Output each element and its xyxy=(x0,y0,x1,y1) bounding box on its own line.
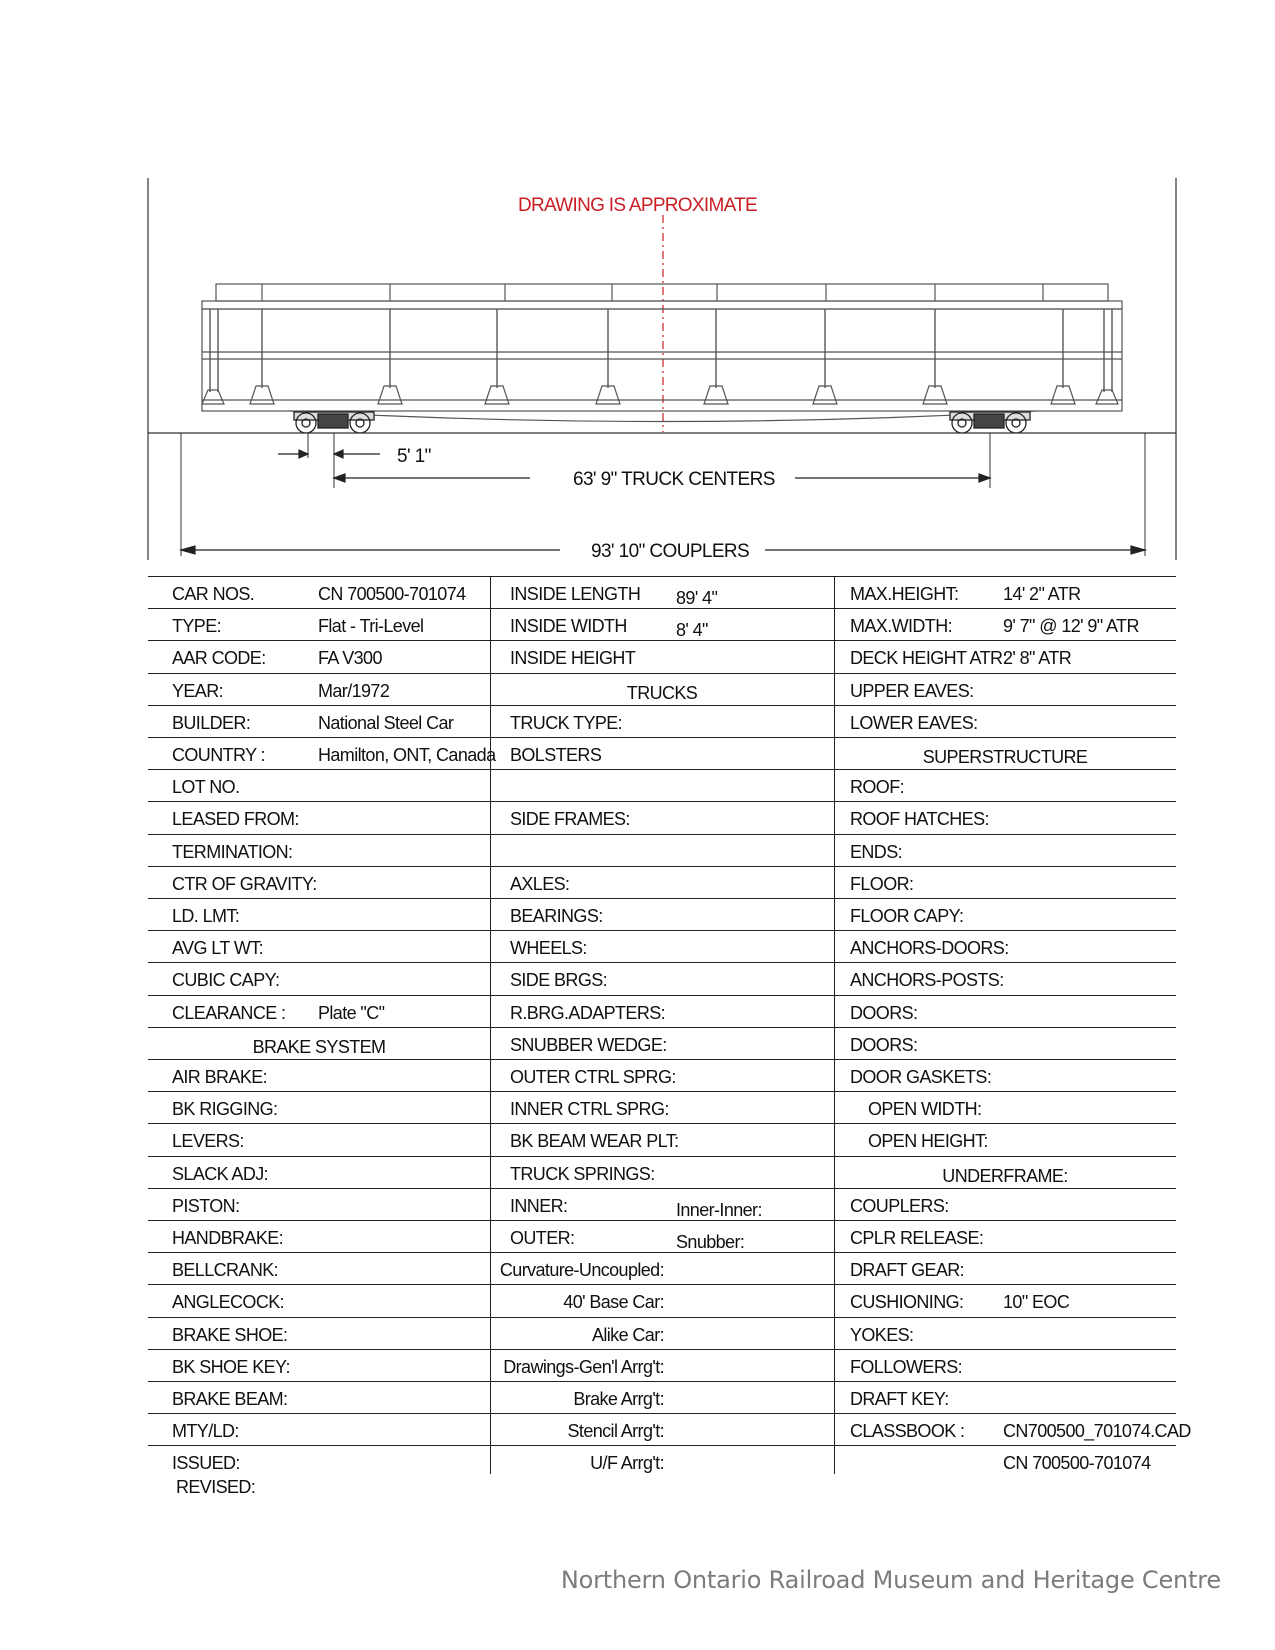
field-label-doors: DOORS: xyxy=(850,1035,918,1055)
field-value-classbook: CN700500_701074.CAD xyxy=(1003,1421,1191,1441)
table-row-rule xyxy=(148,705,1176,706)
table-row-rule xyxy=(148,608,1176,609)
field-label-anchors-doors: ANCHORS-DOORS: xyxy=(850,938,1009,958)
couplers-dimension: 93' 10" COUPLERS xyxy=(585,542,755,561)
section-header-underframe: UNDERFRAME: xyxy=(942,1166,1068,1186)
table-row-rule xyxy=(148,1413,1176,1414)
field-label-mty-ld: MTY/LD: xyxy=(172,1421,239,1441)
field-label-brake-shoe: BRAKE SHOE: xyxy=(172,1325,288,1345)
column-divider xyxy=(834,576,835,1474)
revised-label: REVISED: xyxy=(176,1477,256,1497)
field-label-leased-from: LEASED FROM: xyxy=(172,809,299,829)
field-value-type: Flat - Tri-Level xyxy=(318,616,424,636)
field-label-roof: ROOF: xyxy=(850,777,904,797)
field-label-issued: ISSUED: xyxy=(172,1453,240,1473)
field-label-builder: BUILDER: xyxy=(172,713,251,733)
field-value-inner: Inner-Inner: xyxy=(676,1200,762,1220)
field-label-roof-hatches: ROOF HATCHES: xyxy=(850,809,989,829)
car-body xyxy=(202,284,1122,422)
table-row-rule xyxy=(148,801,1176,802)
field-label-ctr-of-gravity: CTR OF GRAVITY: xyxy=(172,874,317,894)
table-row-rule xyxy=(148,1027,1176,1028)
field-label-bk-shoe-key: BK SHOE KEY: xyxy=(172,1357,290,1377)
field-value-clearance: Plate "C" xyxy=(318,1003,385,1023)
drawing-note: DRAWING IS APPROXIMATE xyxy=(517,195,758,216)
table-row-rule xyxy=(148,640,1176,641)
field-label-ld-lmt: LD. LMT: xyxy=(172,906,240,926)
field-value-max-height: 14' 2" ATR xyxy=(1003,584,1081,604)
field-label-cubic-capy: CUBIC CAPY: xyxy=(172,970,280,990)
field-label-year: YEAR: xyxy=(172,681,224,701)
field-label-outer: OUTER: xyxy=(510,1228,575,1248)
table-row-rule xyxy=(148,1381,1176,1382)
table-row-rule xyxy=(148,1284,1176,1285)
field-value-cushioning: 10" EOC xyxy=(1003,1292,1070,1312)
truck-left xyxy=(294,412,374,433)
column-divider xyxy=(490,576,491,1474)
truck-right xyxy=(950,412,1030,433)
table-row-rule xyxy=(148,1091,1176,1092)
field-label-anchors-posts: ANCHORS-POSTS: xyxy=(850,970,1004,990)
field-label-upper-eaves: UPPER EAVES: xyxy=(850,681,974,701)
field-label-inner-ctrl-sprg: INNER CTRL SPRG: xyxy=(510,1099,669,1119)
table-row-rule xyxy=(148,834,1176,835)
field-label-wheels: WHEELS: xyxy=(510,938,587,958)
field-label-open-height: OPEN HEIGHT: xyxy=(868,1131,988,1151)
field-value-inside-length: 89' 4" xyxy=(676,588,718,608)
field-label-u-f-arrg-t: U/F Arrg't: xyxy=(590,1453,664,1473)
field-label-anglecock: ANGLECOCK: xyxy=(172,1292,285,1312)
table-row-rule xyxy=(148,1349,1176,1350)
field-label-inner: INNER: xyxy=(510,1196,568,1216)
field-value-aar-code: FA V300 xyxy=(318,648,382,668)
field-label-r-brg-adapters: R.BRG.ADAPTERS: xyxy=(510,1003,666,1023)
table-row-rule xyxy=(148,962,1176,963)
table-row-rule xyxy=(148,898,1176,899)
field-label-couplers: COUPLERS: xyxy=(850,1196,949,1216)
field-value-outer: Snubber: xyxy=(676,1232,745,1252)
field-label-draft-gear: DRAFT GEAR: xyxy=(850,1260,965,1280)
field-label-classbook: CLASSBOOK : xyxy=(850,1421,965,1441)
field-label-outer-ctrl-sprg: OUTER CTRL SPRG: xyxy=(510,1067,676,1087)
field-label-lot-no: LOT NO. xyxy=(172,777,240,797)
table-row-rule xyxy=(148,1156,1176,1157)
field-value-inside-width: 8' 4" xyxy=(676,620,708,640)
field-label-air-brake: AIR BRAKE: xyxy=(172,1067,268,1087)
field-label-piston: PISTON: xyxy=(172,1196,240,1216)
table-row-rule xyxy=(148,1220,1176,1221)
field-label-brake-arrg-t: Brake Arrg't: xyxy=(573,1389,664,1409)
field-label-avg-lt-wt: AVG LT WT: xyxy=(172,938,264,958)
truck-centers-dimension: 63' 9" TRUCK CENTERS xyxy=(567,470,781,489)
table-row-rule xyxy=(148,1123,1176,1124)
field-label-side-frames: SIDE FRAMES: xyxy=(510,809,630,829)
field-label-aar-code: AAR CODE: xyxy=(172,648,266,668)
field-label-doors: DOORS: xyxy=(850,1003,918,1023)
field-label-bearings: BEARINGS: xyxy=(510,906,603,926)
field-value-car-nos: CN 700500-701074 xyxy=(318,584,466,604)
field-value-builder: National Steel Car xyxy=(318,713,454,733)
field-label-levers: LEVERS: xyxy=(172,1131,244,1151)
field-label-floor: FLOOR: xyxy=(850,874,914,894)
field-label-open-width: OPEN WIDTH: xyxy=(868,1099,982,1119)
table-row-rule xyxy=(148,1059,1176,1060)
field-label-cplr-release: CPLR RELEASE: xyxy=(850,1228,984,1248)
table-row-rule xyxy=(148,1445,1176,1446)
field-value-max-width: 9' 7" @ 12' 9" ATR xyxy=(1003,616,1139,636)
axle-spacing-dimension: 5' 1" xyxy=(391,447,437,466)
table-row-rule xyxy=(148,737,1176,738)
field-label-bk-rigging: BK RIGGING: xyxy=(172,1099,278,1119)
section-header-brake-system: BRAKE SYSTEM xyxy=(252,1037,386,1057)
field-label-deck-height-atr: DECK HEIGHT ATR: xyxy=(850,648,1007,668)
field-label-alike-car: Alike Car: xyxy=(591,1325,664,1345)
field-label-bk-beam-wear-plt: BK BEAM WEAR PLT: xyxy=(510,1131,679,1151)
field-value-country: Hamilton, ONT, Canada xyxy=(318,745,496,765)
field-label-drawings-gen-l-arrg-t: Drawings-Gen'l Arrg't: xyxy=(503,1357,664,1377)
field-label-max-height: MAX.HEIGHT: xyxy=(850,584,959,604)
table-row-rule xyxy=(148,995,1176,996)
field-label-cushioning: CUSHIONING: xyxy=(850,1292,964,1312)
table-top-rule xyxy=(148,576,1176,577)
field-value-year: Mar/1972 xyxy=(318,681,390,701)
field-label-stencil-arrg-t: Stencil Arrg't: xyxy=(567,1421,664,1441)
field-label-termination: TERMINATION: xyxy=(172,842,293,862)
field-label-inside-height: INSIDE HEIGHT xyxy=(510,648,636,668)
field-label-followers: FOLLOWERS: xyxy=(850,1357,963,1377)
field-label-bolsters: BOLSTERS xyxy=(510,745,602,765)
field-label-door-gaskets: DOOR GASKETS: xyxy=(850,1067,992,1087)
field-label-curvature-uncoupled: Curvature-Uncoupled: xyxy=(499,1260,664,1280)
field-value-deck-height-atr: 2' 8" ATR xyxy=(1003,648,1072,668)
field-label-brake-beam: BRAKE BEAM: xyxy=(172,1389,288,1409)
field-label-max-width: MAX.WIDTH: xyxy=(850,616,952,636)
field-label-truck-type: TRUCK TYPE: xyxy=(510,713,623,733)
section-header-superstructure: SUPERSTRUCTURE xyxy=(922,747,1088,767)
field-label-snubber-wedge: SNUBBER WEDGE: xyxy=(510,1035,667,1055)
field-label-car-nos: CAR NOS. xyxy=(172,584,255,604)
field-label-draft-key: DRAFT KEY: xyxy=(850,1389,949,1409)
field-label-inside-width: INSIDE WIDTH xyxy=(510,616,627,636)
table-row-rule xyxy=(148,1188,1176,1189)
field-label-side-brgs: SIDE BRGS: xyxy=(510,970,608,990)
table-row-rule xyxy=(148,769,1176,770)
museum-watermark: Northern Ontario Railroad Museum and Heritage Centre xyxy=(560,1566,1221,1594)
section-header-trucks: TRUCKS xyxy=(626,683,698,703)
field-label-type: TYPE: xyxy=(172,616,222,636)
table-row-rule xyxy=(148,673,1176,674)
field-label-inside-length: INSIDE LENGTH xyxy=(510,584,641,604)
field-label-clearance: CLEARANCE : xyxy=(172,1003,286,1023)
field-label-ends: ENDS: xyxy=(850,842,903,862)
field-label-40-base-car: 40' Base Car: xyxy=(563,1292,664,1312)
field-label-country: COUNTRY : xyxy=(172,745,265,765)
field-label-truck-springs: TRUCK SPRINGS: xyxy=(510,1164,655,1184)
table-row-rule xyxy=(148,1252,1176,1253)
field-label-floor-capy: FLOOR CAPY: xyxy=(850,906,964,926)
table-row-rule xyxy=(148,866,1176,867)
field-value-classbook-id: CN 700500-701074 xyxy=(1003,1453,1151,1473)
field-label-yokes: YOKES: xyxy=(850,1325,914,1345)
table-row-rule xyxy=(148,930,1176,931)
field-label-bellcrank: BELLCRANK: xyxy=(172,1260,279,1280)
field-label-handbrake: HANDBRAKE: xyxy=(172,1228,284,1248)
field-label-slack-adj: SLACK ADJ: xyxy=(172,1164,269,1184)
table-row-rule xyxy=(148,1317,1176,1318)
field-label-lower-eaves: LOWER EAVES: xyxy=(850,713,978,733)
field-label-axles: AXLES: xyxy=(510,874,570,894)
